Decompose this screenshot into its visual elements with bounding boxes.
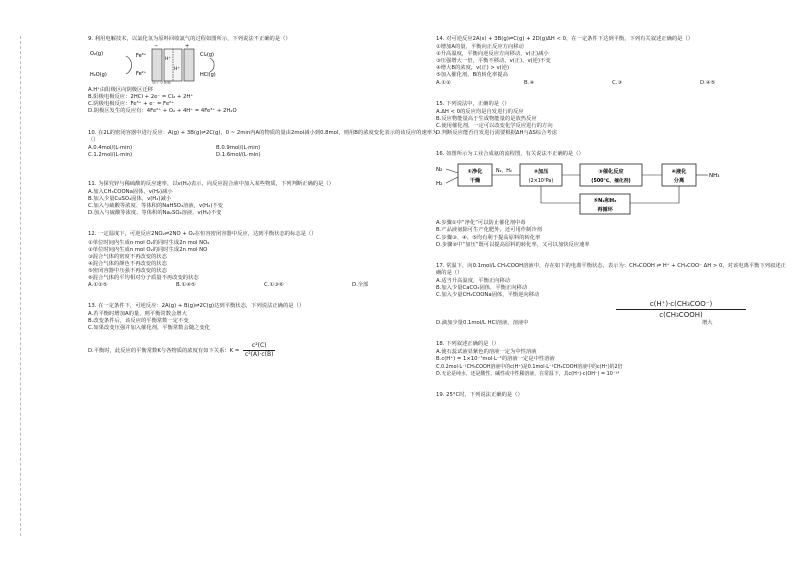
question-10-option-a: A.0.4mol/(L·min) (88, 144, 133, 151)
flow-n2: N₂ (436, 167, 443, 174)
question-10-option-b: B.0.9mol/(L·min) (216, 144, 261, 151)
membrane-caption: 质子交换膜 (152, 80, 171, 85)
question-17 (436, 263, 791, 328)
question-17-option-a: A.适当升高温度，平衡正向移动 (436, 277, 511, 284)
question-15-option-c: C.使用催化剂，一定可以改变化学反应进行的方向 (436, 122, 553, 129)
flow-nh3: NH₃ (709, 173, 720, 180)
ammonia-flowchart (436, 159, 791, 220)
question-15 (436, 101, 791, 137)
question-16-option-d: D.步骤②中“加压”既可以提高原料的转化率，又可以加快反应速率 (436, 241, 590, 248)
question-14-options (436, 80, 791, 87)
question-15-stem: 15. 下列说法中，正确的是（） (436, 100, 510, 107)
question-14-item-4: ④增大B的浓度，v(正) > v(逆) (436, 65, 510, 72)
question-15-option-b: B.反应物能量高于生成物能量的是放热反应 (436, 115, 537, 122)
question-19 (436, 392, 791, 399)
question-18-stem: 18. 下列叙述正确的是（） (436, 341, 500, 348)
positive-terminal: + (185, 44, 190, 50)
k-numerator: c²(C) (243, 342, 276, 351)
question-12-item-1: ①单位时间内生成n mol O₂的同时生成2n mol NO₂ (88, 239, 210, 246)
flow-box-liquefy-line1: ④液化 (671, 169, 687, 176)
question-16-stem: 16. 如图所示为工业合成氨的流程图，有关说法不正确的是（） (436, 151, 584, 158)
question-9-option-c: C.阴极电极反应：Fe³⁺ + e⁻ = Fe²⁺ (88, 101, 174, 108)
fe3-label: Fe³⁺ (136, 53, 147, 60)
question-15-option-a: A.ΔH < 0的反应均是自发进行的反应 (436, 108, 524, 115)
cycle-arrow (126, 56, 132, 74)
question-14-option-a: A.①② (436, 79, 451, 86)
question-17-option-d-suffix: 增大 (701, 320, 713, 327)
flow-box-recycle-line2: 再循环 (597, 207, 613, 214)
question-10 (88, 130, 443, 159)
anode-arrow (210, 58, 214, 72)
question-12 (88, 231, 443, 289)
question-14-item-2: ②升高温度，平衡向逆反应方向移动，v(正)减小 (436, 51, 549, 58)
question-15-option-d: D.判断反应能否自发进行需要根据ΔH与ΔS综合考虑 (436, 130, 557, 137)
question-12-options (88, 282, 443, 289)
question-9-option-b: B.阳极电极反应：2HCl + 2e⁻ = Cl₂ + 2H⁺ (88, 94, 194, 101)
question-13-option-d (88, 342, 443, 359)
question-14-option-d: D.④⑤ (700, 79, 716, 86)
fe2-label: Fe²⁺ (136, 71, 147, 78)
question-9-option-d: D.阴极区发生的反应有：4Fe²⁺ + O₂ + 4H⁺ = 4Fe³⁺ + 2H₂O (88, 108, 237, 115)
question-14-item-5: ⑤加入催化剂，B的转化率提高 (436, 72, 508, 79)
question-19-stem: 19. 25°C时，下列说法正确的是（） (436, 391, 523, 398)
question-16 (436, 151, 791, 249)
h2o-label: H₂O(g) (90, 72, 107, 79)
question-18-option-c: C.0.2mol·L⁻¹CH₃COOH溶液中的c(H⁺)是0.1mol·L⁻¹CH₃COOH溶液中的c(H⁺)的2倍 (436, 363, 623, 370)
question-14-option-b: B.④ (524, 79, 535, 86)
flow-box-purify-line2: 干燥 (469, 178, 481, 185)
question-9-option-a: A.H⁺由阳极区向阴极区迁移 (88, 87, 153, 94)
question-10-options-row-2 (88, 152, 443, 159)
question-14-item-1: ①增加A的量，平衡向正反应方向移动 (436, 44, 524, 51)
o2-label: O₂(g) (90, 51, 104, 58)
question-12-option-d: D.全部 (352, 282, 369, 289)
negative-terminal: − (154, 44, 159, 50)
question-10-options-row-1 (88, 145, 443, 152)
flow-box-liquefy-line2: 分离 (673, 178, 685, 185)
question-17-option-c: C.加入少量CH₃COONa固体，平衡逆向移动 (436, 292, 540, 299)
flow-box-recycle-line1: ⑤N₂和H₂ (593, 198, 617, 205)
question-16-option-b: B.产品液氨除可生产化肥外，还可用作制冷剂 (436, 227, 542, 234)
question-11-option-d: D.加入与硫酸等浓度、等体积的Na₂SO₄溶液，v(H₂)不变 (88, 210, 222, 217)
question-10-option-c: C.1.2mol/(L·min) (88, 151, 133, 158)
question-12-item-4: ④混合气体的颜色不再改变的状态 (88, 260, 167, 267)
flow-box-purify-line1: ①净化 (467, 169, 483, 176)
electrolysis-svg (88, 44, 248, 84)
question-11-option-b: B.加入少量CuSO₄固体，v(H₂)减小 (88, 196, 172, 203)
flow-h2: H₂ (436, 181, 443, 188)
question-9-stem: 9. 利用电解技术，以氯化氢为原料回收氯气的过程如图所示，下列说法不正确的是（） (88, 36, 291, 42)
flow-box-catalysis-line1: ③催化反应 (598, 169, 624, 176)
question-17-stem: 17. 常温下，向0.1mol/L CH₃COOH溶液中，存在如下的电离平衡状态，表示为：CH₃COOH ⇌ H⁺ + CH₃COO⁻ ΔH > 0，对该电离平衡下列叙述正确的是（） (436, 262, 786, 276)
question-18-option-d: D.无论是纯水，还是酸性、碱性或中性稀溶液，在常温下，其c(H⁺)·c(OH⁻) = 10⁻¹⁴ (436, 370, 620, 377)
question-17-option-d-text: D.滴加少量0.1mol/L HCl溶液，溶液中 (436, 320, 529, 327)
question-14-option-c: C.③ (612, 79, 623, 86)
question-10-option-d: D.1.6mol/(L·min) (216, 151, 261, 158)
ammonia-flow-svg (436, 159, 726, 217)
question-14 (436, 36, 791, 87)
question-12-option-c: C.①③⑥ (264, 282, 284, 289)
anode-electrode (184, 49, 194, 81)
question-13-option-c: C.如果改变压强并加入催化剂，平衡常数会随之变化 (88, 325, 210, 332)
cathode-electrode (152, 49, 162, 81)
flow-box-pressurize-line1: ②加压 (533, 169, 549, 176)
question-18-option-b: B.c(H⁺) = 1×10⁻⁷mol·L⁻¹的溶液一定是中性溶液 (436, 356, 555, 363)
hplus-label-1: H⁺ (165, 57, 171, 63)
question-11-option-a: A.加入CH₃COONa固体，v(H₂)减小 (88, 189, 173, 196)
question-17-option-b: B.加入少量CaCO₃固体，平衡正向移动 (436, 284, 528, 291)
question-12-item-3: ③混合气体的密度不再改变的状态 (88, 253, 167, 260)
question-12-item-2: ②单位时间内生成n mol O₂的同时生成2n mol NO (88, 246, 208, 253)
ratio-numerator: c(H⁺)·c(CH₃COO⁻) (616, 299, 746, 310)
question-14-item-3: ③压强增大一倍，平衡不移动，v(正)、v(逆)不变 (436, 58, 551, 65)
question-13-option-a: A.若平衡时增加A的量，则平衡常数会增大 (88, 311, 187, 318)
ratio-denominator: c(CH₃COOH) (659, 311, 703, 320)
question-12-stem: 12. 一定温度下，可逆反应2NO₂⇌2NO + O₂在恒容密闭容器中反应，达到平衡状态的标志是（） (88, 231, 317, 238)
question-11 (88, 181, 443, 217)
electrolysis-diagram (88, 44, 443, 87)
question-16-option-a: A.步骤①中“净化”可以防止催化剂中毒 (436, 220, 526, 227)
flow-box-catalysis-line2: (500℃、催化剂) (591, 179, 631, 185)
binding-line (20, 36, 21, 536)
question-13-stem: 13. 在一定条件下，可逆反应：2A(g) + B(g)⇌2C(g)达到平衡状态，下列说法正确的是（） (88, 303, 305, 310)
question-13-option-d-text: D.平衡时，此反应的平衡常数K与各物质的浓度有如下关系：K = (88, 347, 240, 354)
question-12-item-6: ⑥混合气体的平均相对分子质量不再改变的状态 (88, 274, 199, 281)
flow-mid-label: N₂、H₂ (496, 169, 512, 175)
flow-box-pressurize-line2: (2×10⁷Pa) (528, 179, 554, 185)
hplus-label-2: H⁺ (174, 67, 180, 73)
question-12-item-5: ⑤密闭容器中压强不再改变的状态 (88, 267, 167, 274)
equilibrium-constant-fraction (243, 342, 276, 359)
question-10-stem: 10. 在2L的密闭容器中进行反应：A(g) + 3B(g)⇌2C(g)，0 ~ 2min内A的物质的量由2mol减小到0.8mol，则用B的浓度变化表示的该反应的速率为（） (88, 129, 438, 143)
question-13 (88, 303, 443, 358)
question-12-option-a: A.①②⑤ (88, 282, 108, 289)
question-18 (436, 341, 791, 377)
question-12-option-b: B.①④⑤ (176, 282, 196, 289)
question-17-option-d (436, 320, 791, 327)
question-9 (88, 36, 443, 116)
question-16-option-c: C.步骤③、④、⑤均有利于提高原料的转化率 (436, 234, 541, 241)
question-11-option-c: C.加入与硫酸等浓度、等体积的NaHSO₄溶液，v(H₂)不变 (88, 203, 223, 210)
question-13-option-b: B.改变条件后，该反应的平衡常数一定不变 (88, 318, 189, 325)
cl2-label: Cl₂(g) (200, 52, 214, 59)
hcl-label: HCl(g) (200, 72, 216, 79)
question-18-option-a: A.使石蕊试液显紫色的溶液一定为中性溶液 (436, 349, 537, 356)
question-14-stem: 14. 对可逆反应2A(s) + 3B(g)⇌C(g) + 2D(g)ΔH < 0，在一定条件下达到平衡，下列有关叙述正确的是（） (436, 36, 694, 42)
right-column (436, 36, 791, 400)
dissociation-ratio-fraction (616, 299, 746, 320)
question-11-stem: 11. 为探究锌与稀硫酸的反应速率，以v(H₂)表示，向反应混合液中加入某些物质，下列判断正确的是（） (88, 180, 334, 187)
left-column (88, 36, 443, 359)
k-denominator: c²(A)·c(B) (244, 350, 274, 358)
